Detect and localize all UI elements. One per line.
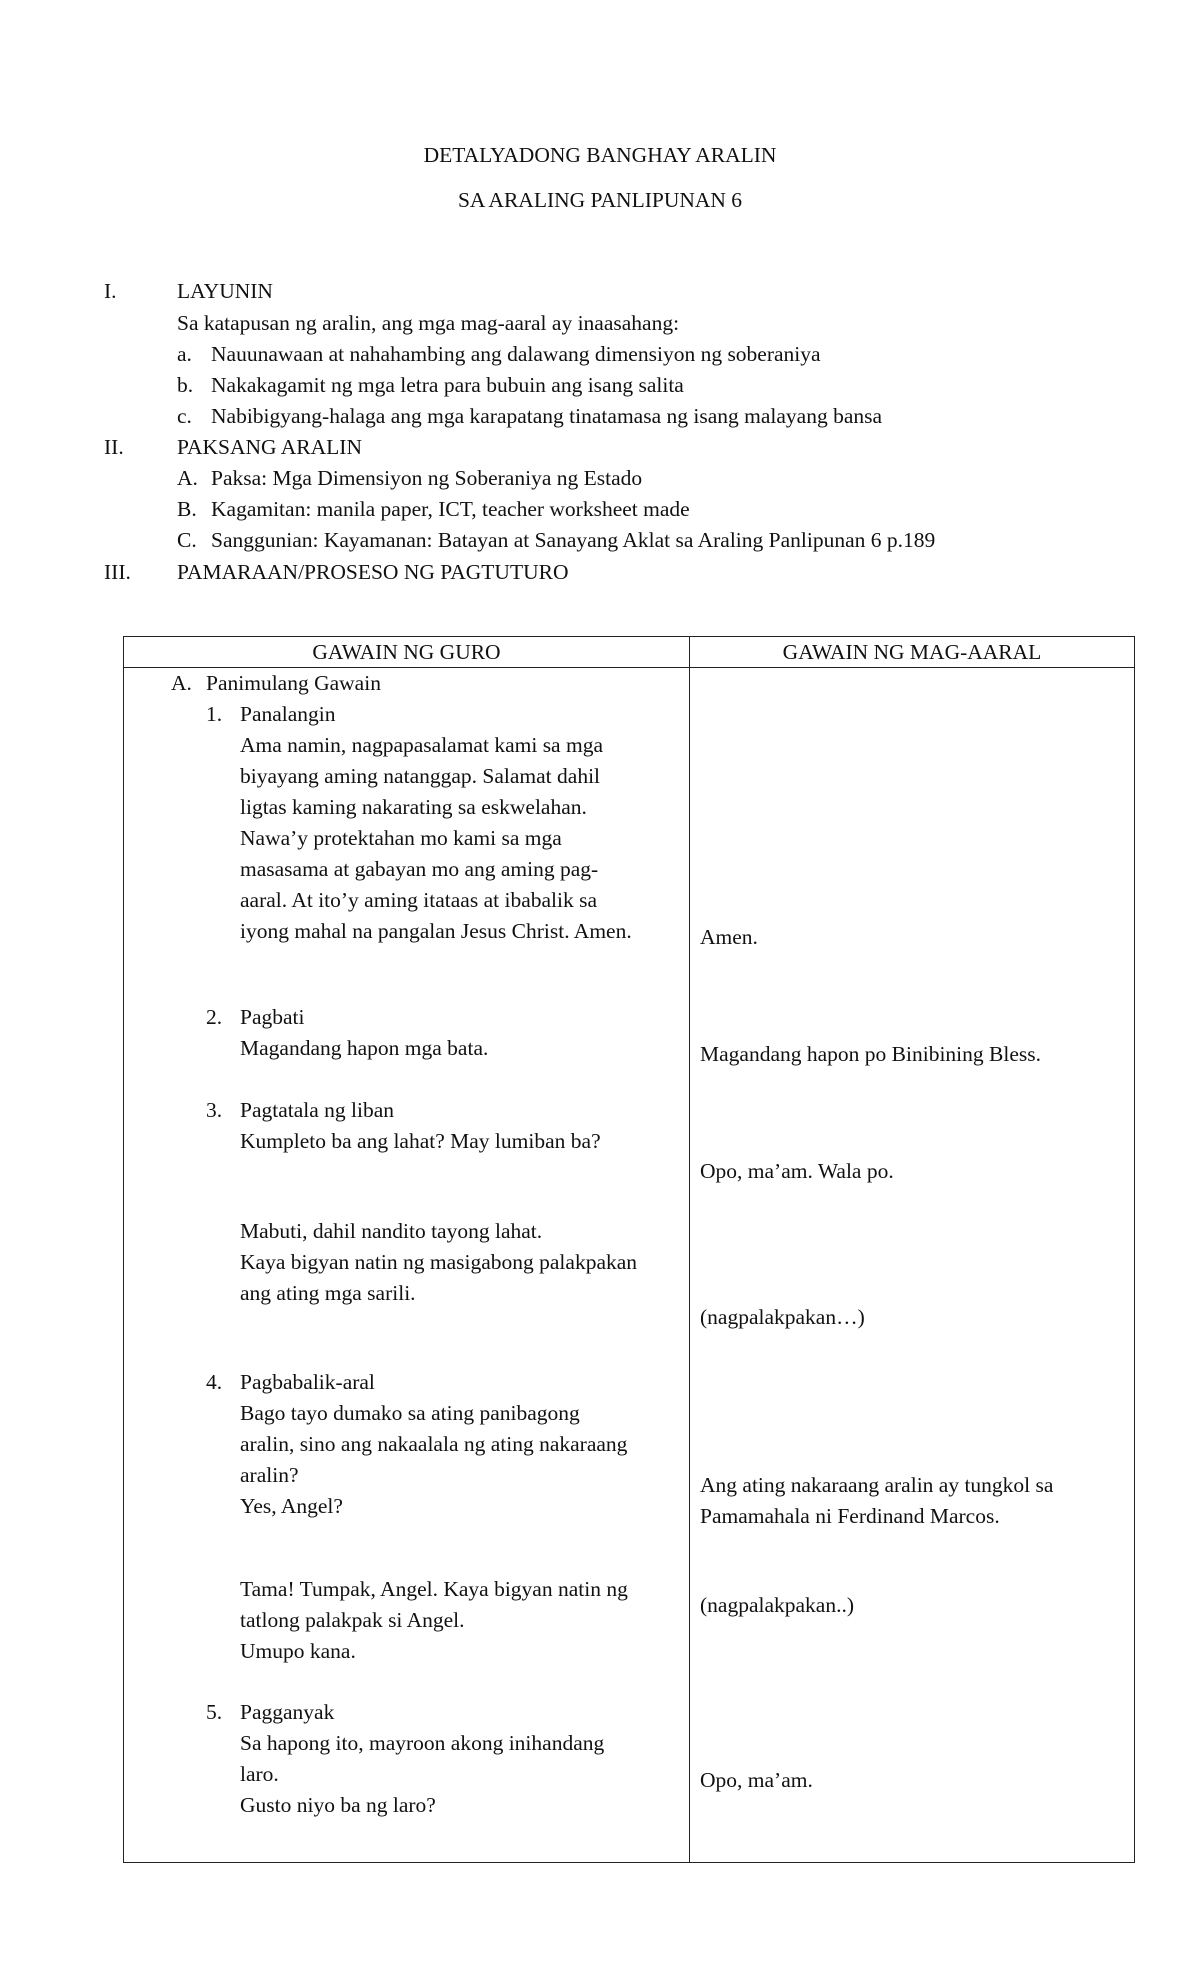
student-response: Ang ating nakaraang aralin ay tungkol sa [700,1473,1054,1497]
objectives-intro: Sa katapusan ng aralin, ang mga mag-aaral ay inaasahang: [177,311,680,335]
list-marker: B. [177,497,197,521]
student-activity-cell [690,668,1135,1863]
step-title: Panalangin [240,702,336,726]
teacher-line: aralin? [240,1463,299,1487]
table-header-row [124,637,1135,668]
teacher-line: masasama at gabayan mo ang aming pag- [240,857,599,881]
teacher-line: Kaya bigyan natin ng masigabong palakpakan [240,1250,638,1274]
section-heading-layunin: LAYUNIN [177,279,273,303]
activity-section-title: Panimulang Gawain [206,671,381,695]
student-response: Magandang hapon po Binibining Bless. [700,1042,1041,1066]
teacher-column-header: GAWAIN NG GURO [124,637,690,668]
table-row [124,668,1135,1863]
student-response: (nagpalakpakan..) [700,1593,855,1617]
teacher-line: Tama! Tumpak, Angel. Kaya bigyan natin ng [240,1577,628,1601]
section-numeral: III. [104,560,131,584]
section-numeral: II. [104,435,124,459]
teacher-line: Kumpleto ba ang lahat? May lumiban ba? [240,1129,601,1153]
teacher-line: biyayang aming natanggap. Salamat dahil [240,764,601,788]
objective-item: Nabibigyang-halaga ang mga karapatang tinatamasa ng isang malayang bansa [211,404,883,428]
teacher-line: Magandang hapon mga bata. [240,1036,489,1060]
teacher-line: Nawa’y protektahan mo kami sa mga [240,826,562,850]
step-number: 2. [206,1005,223,1029]
objective-item: Nakakagamit ng mga letra para bubuin ang isang salita [211,373,684,397]
objective-item: Nauunawaan at nahahambing ang dalawang dimensiyon ng soberaniya [211,342,821,366]
student-column-header: GAWAIN NG MAG-AARAL [690,637,1135,668]
step-title: Pagbati [240,1005,305,1029]
step-number: 3. [206,1098,223,1122]
subject-item: Paksa: Mga Dimensiyon ng Soberaniya ng Estado [211,466,643,490]
teacher-line: iyong mahal na pangalan Jesus Christ. Amen. [240,919,632,943]
student-response: Opo, ma’am. Wala po. [700,1159,894,1183]
list-marker: A. [177,466,198,490]
student-response: Amen. [700,925,758,949]
teacher-line: Sa hapong ito, mayroon akong inihandang [240,1731,605,1755]
teacher-line: Gusto niyo ba ng laro? [240,1793,436,1817]
teacher-line: Yes, Angel? [240,1494,343,1518]
document-title: DETALYADONG BANGHAY ARALIN [423,143,777,167]
teacher-line: Ama namin, nagpapasalamat kami sa mga [240,733,603,757]
document-subtitle: SA ARALING PANLIPUNAN 6 [457,188,743,212]
list-marker: c. [177,404,192,428]
step-title: Pagtatala ng liban [240,1098,395,1122]
lesson-procedure-table [123,636,1135,1863]
teacher-line: Mabuti, dahil nandito tayong lahat. [240,1219,543,1243]
student-response: Pamamahala ni Ferdinand Marcos. [700,1504,1000,1528]
teacher-line: ang ating mga sarili. [240,1281,416,1305]
teacher-line: aaral. At ito’y aming itataas at ibabalik sa [240,888,598,912]
section-heading-paksang-aralin: PAKSANG ARALIN [177,435,362,459]
step-title: Pagganyak [240,1700,335,1724]
teacher-line: ligtas kaming nakarating sa eskwelahan. [240,795,587,819]
step-number: 4. [206,1370,223,1394]
student-response: (nagpalakpakan…) [700,1305,865,1329]
section-numeral: I. [104,279,117,303]
subject-item: Kagamitan: manila paper, ICT, teacher worksheet made [211,497,690,521]
teacher-line: Umupo kana. [240,1639,356,1663]
teacher-line: laro. [240,1762,279,1786]
list-marker: C. [177,528,197,552]
step-number: 5. [206,1700,223,1724]
list-marker: a. [177,342,192,366]
step-number: 1. [206,702,223,726]
step-title: Pagbabalik-aral [240,1370,375,1394]
list-marker: A. [171,671,192,695]
list-marker: b. [177,373,194,397]
teacher-activity-cell [124,668,690,1863]
section-heading-pamaraan: PAMARAAN/PROSESO NG PAGTUTURO [177,560,569,584]
teacher-line: aralin, sino ang nakaalala ng ating nakaraang [240,1432,628,1456]
teacher-line: tatlong palakpak si Angel. [240,1608,465,1632]
subject-item: Sanggunian: Kayamanan: Batayan at Sanayang Aklat sa Araling Panlipunan 6 p.189 [211,528,936,552]
student-response: Opo, ma’am. [700,1768,813,1792]
teacher-line: Bago tayo dumako sa ating panibagong [240,1401,580,1425]
